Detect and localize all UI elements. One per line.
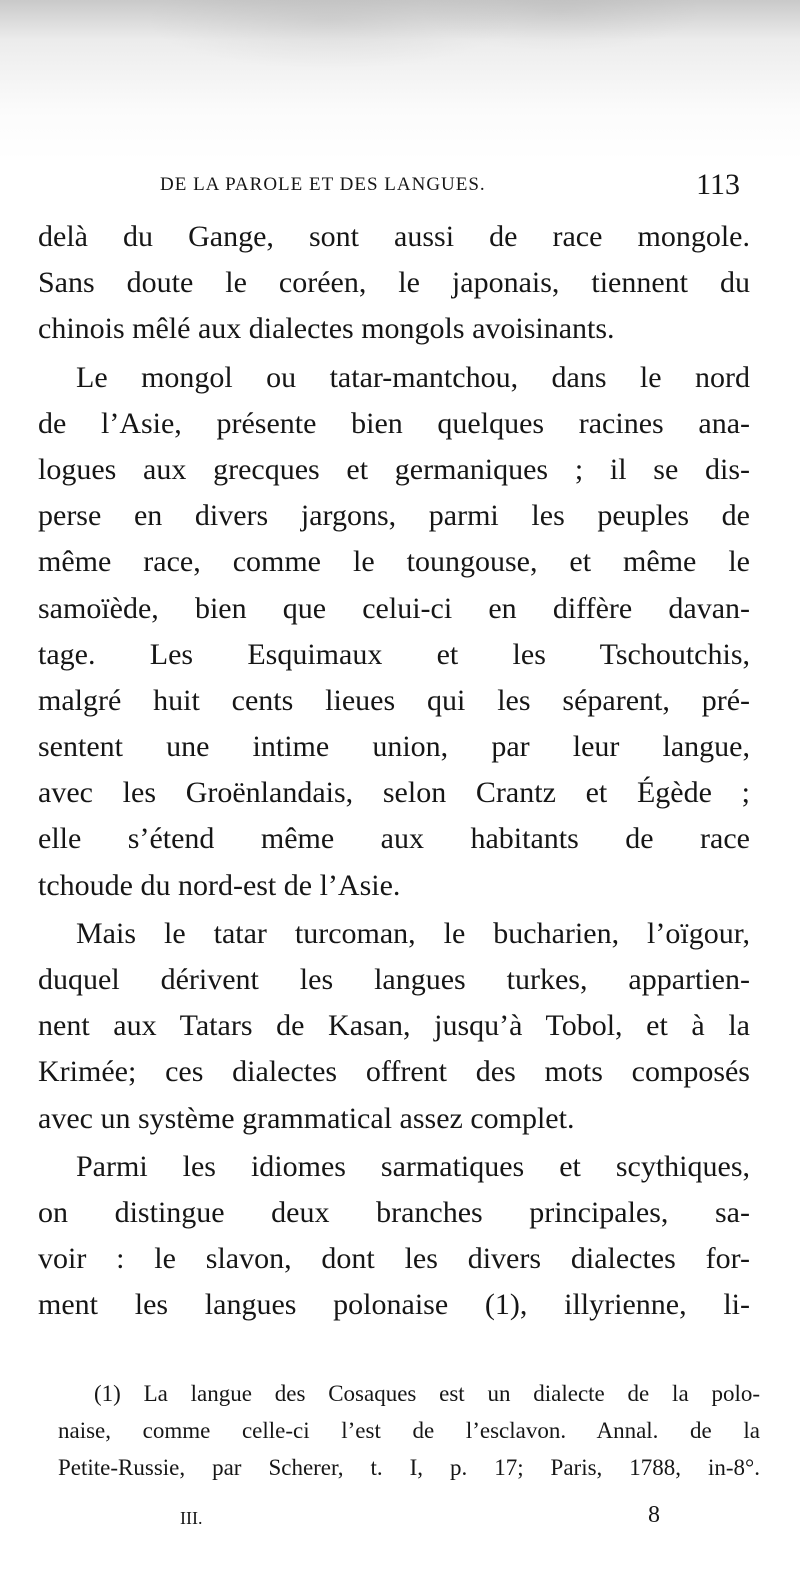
text-line: Parmi les idiomes sarmatiques et scythiques, <box>76 1149 750 1183</box>
text-line: duquel dérivent les langues turkes, appartien- <box>38 963 750 996</box>
running-head <box>160 168 740 201</box>
text-line: perse en divers jargons, parmi les peuples de <box>38 499 750 533</box>
text-line: sentent une intime union, par leur langue, <box>38 730 750 764</box>
body-text <box>38 214 750 1329</box>
signature-mark: 8 <box>648 1502 660 1528</box>
text-line: tage. Les Esquimaux et les Tschoutchis, <box>38 637 750 671</box>
text-line: voir : le slavon, dont les divers dialectes for- <box>38 1242 750 1276</box>
volume-mark: III. <box>180 1508 203 1528</box>
footnotes <box>58 1375 760 1486</box>
text-line: chinois mêlé aux dialectes mongols avoisinants. <box>38 312 615 346</box>
running-title: DE LA PAROLE ET DES LANGUES. <box>160 174 486 195</box>
text-line: elle s’étend même aux habitants de race <box>38 822 750 856</box>
text-line: ment les langues polonaise (1), illyrienne, li- <box>38 1288 750 1322</box>
footnote-line: (1) La langue des Cosaques est un dialecte de la polo- <box>94 1381 760 1406</box>
text-line: delà du Gange, sont aussi de race mongole. <box>38 220 750 253</box>
text-line: Krimée; ces dialectes offrent des mots composés <box>38 1055 750 1089</box>
text-line: logues aux grecques et germaniques ; il se dis- <box>38 452 750 486</box>
text-line: même race, comme le toungouse, et même le <box>38 545 750 579</box>
text-line: malgré huit cents lieues qui les séparent, pré- <box>38 683 750 717</box>
text-line: Sans doute le coréen, le japonais, tiennent du <box>38 266 750 300</box>
text-line: on distingue deux branches principales, sa- <box>38 1195 750 1229</box>
footnote-line: naise, comme celle-ci l’est de l’esclavon. Annal. de la <box>58 1418 760 1443</box>
text-line: samoïède, bien que celui-ci en diffère davan- <box>38 591 750 625</box>
text-line: Mais le tatar turcoman, le bucharien, l’oïgour, <box>76 916 750 950</box>
text-line: avec les Groënlandais, selon Crantz et Égède ; <box>38 776 750 810</box>
page-number: 113 <box>696 168 740 201</box>
text-line: de l’Asie, présente bien quelques racines ana- <box>38 406 750 440</box>
footnote-line: Petite-Russie, par Scherer, t. I, p. 17; Paris, 1788, in-8°. <box>58 1455 760 1480</box>
signature-row <box>180 1502 700 1532</box>
text-line: avec un système grammatical assez complet. <box>38 1101 575 1135</box>
text-line: tchoude du nord-est de l’Asie. <box>38 868 401 902</box>
text-line: Le mongol ou tatar-mantchou, dans le nord <box>76 360 750 394</box>
text-line: nent aux Tatars de Kasan, jusqu’à Tobol, et à la <box>38 1009 750 1043</box>
